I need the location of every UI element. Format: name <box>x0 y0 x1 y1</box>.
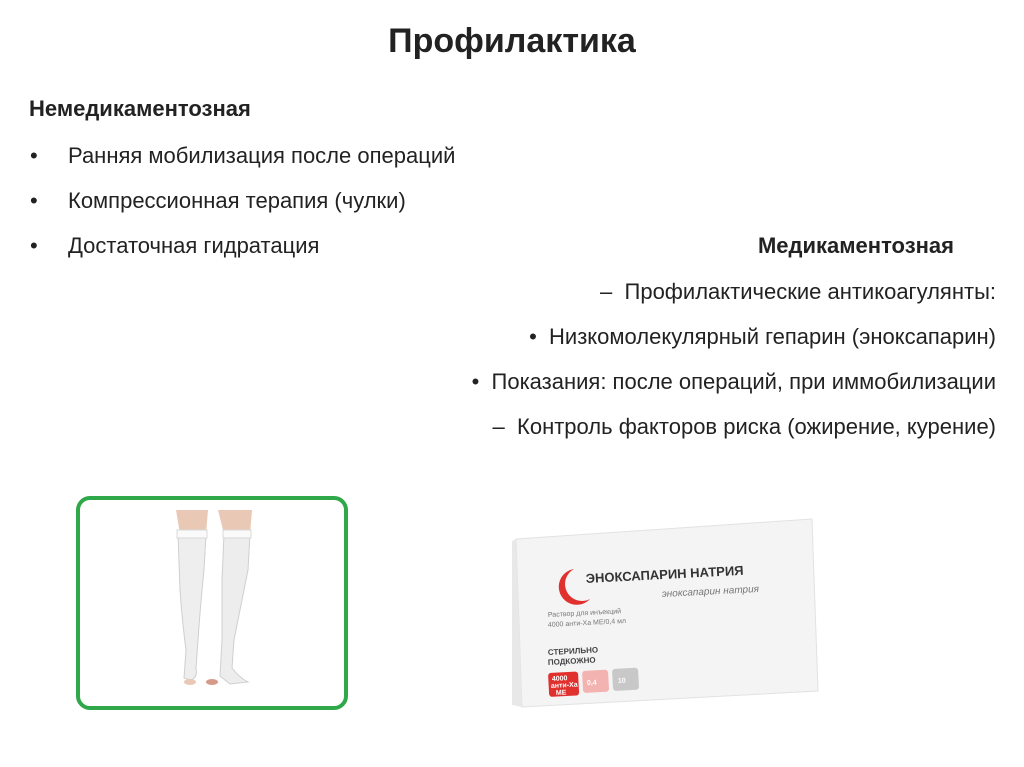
package-sterile: СТЕРИЛЬНО <box>547 645 599 657</box>
package-subcutaneous: ПОДКОЖНО <box>547 655 596 667</box>
package-line-2: 4000 анти-Ха МЕ/0,4 мл <box>547 617 627 629</box>
non-drug-item-3: Достаточная гидратация <box>68 233 320 258</box>
slide-title: Профилактика <box>388 22 636 60</box>
badge-count: 10 <box>617 677 626 685</box>
badge-dose-unit: анти-Ха <box>550 681 578 690</box>
package-line-1: Раствор для инъекций <box>547 608 622 619</box>
badge-dose: 4000 <box>551 675 568 683</box>
drug-item-3 <box>472 369 996 395</box>
compression-stockings-image <box>76 496 348 710</box>
bullet-marker: • <box>30 188 38 213</box>
dash-marker: – <box>492 414 505 439</box>
bullet-marker: • <box>471 369 480 394</box>
non-drug-item-1: Ранняя мобилизация после операций <box>68 143 456 168</box>
dash-marker: – <box>600 279 613 304</box>
package-subname: эноксапарин натрия <box>661 583 760 600</box>
package-illustration <box>512 515 824 715</box>
drug-item-4 <box>493 414 996 440</box>
non-drug-heading: Немедикаментозная <box>29 96 251 121</box>
non-drug-item-2: Компрессионная терапия (чулки) <box>68 188 406 213</box>
badge-dose-me: МЕ <box>555 689 567 697</box>
drug-item-2 <box>529 324 996 350</box>
drug-item-1-text: Профилактические антикоагулянты: <box>624 279 996 304</box>
badge-volume: 0,4 <box>586 679 597 687</box>
enoxaparin-package-image <box>512 515 824 715</box>
drug-item-3-text: Показания: после операций, при иммобилизации <box>491 369 996 394</box>
drug-item-2-text: Низкомолекулярный гепарин (эноксапарин) <box>549 324 996 349</box>
stockings-illustration <box>80 500 344 706</box>
bullet-marker: • <box>30 233 38 258</box>
bullet-marker: • <box>529 324 537 349</box>
drug-heading: Медикаментозная <box>757 233 954 258</box>
drug-item-1 <box>600 279 996 305</box>
bullet-marker: • <box>30 143 38 168</box>
drug-item-4-text: Контроль факторов риска (ожирение, курение) <box>517 414 996 439</box>
package-name: ЭНОКСАПАРИН НАТРИЯ <box>585 562 744 586</box>
